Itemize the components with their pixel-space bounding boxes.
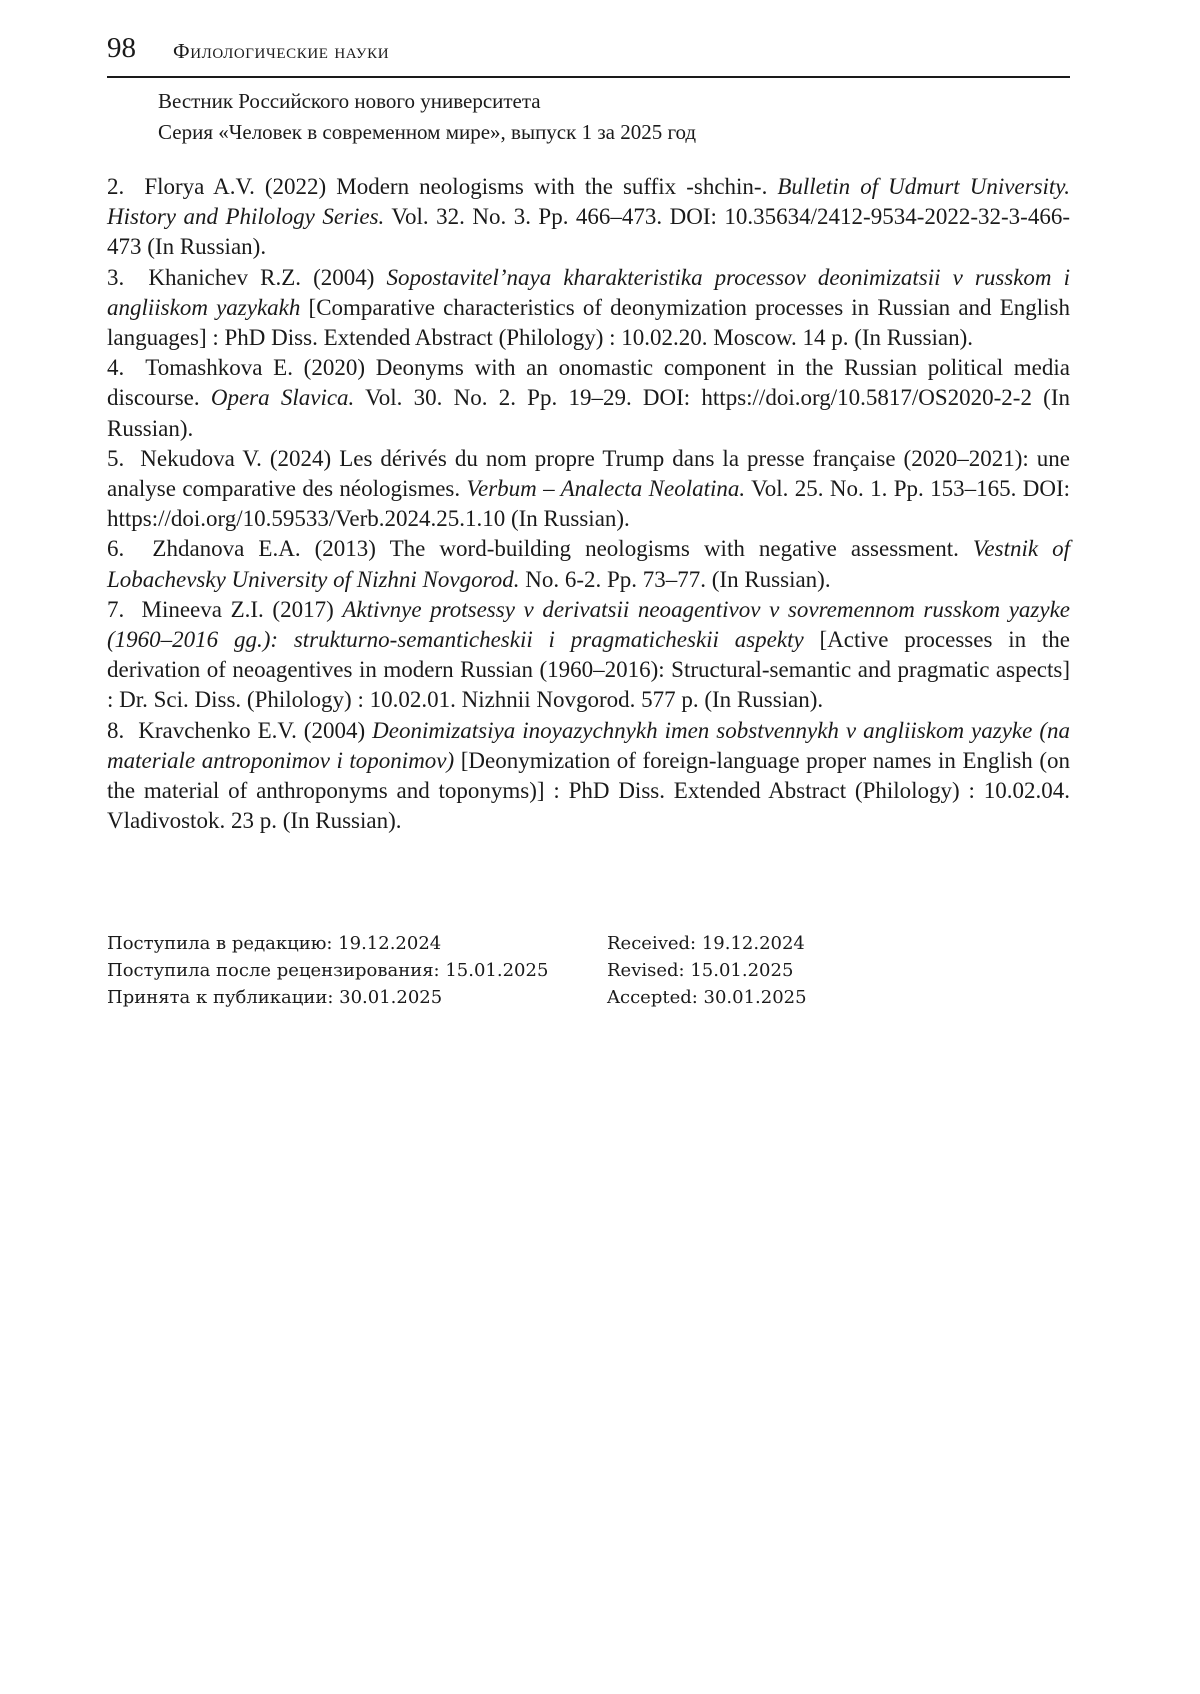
reference-list [107,172,1070,836]
reference-item: 6. Zhdanova E.A. (2013) The word-building neologisms with negative assessment. Vestnik of Lobachevsky University of Nizhni Novgorod. No. 6-2. Pp. 73–77. (In Russian). [107,536,1071,592]
reference-number: 6. [107,536,125,562]
page-number: 98 [107,32,136,64]
reference-number: 4. [107,355,125,381]
reference-item: 8. Kravchenko E.V. (2004) Deonimizatsiya inoyazychnykh imen sobstvennykh v angliiskom yazyke (na materiale antroponimov i toponimov) [Deonymization of foreign-language proper names in English (on the material of anthroponyms and toponyms)] : PhD Diss. Extended Abstract (Philology) : 10.02.04. Vladivostok. 23 p. (In Russian). [107,717,1070,834]
reference-number: 8. [107,717,125,743]
reference-item: 4. Tomashkova E. (2020) Deonyms with an onomastic component in the Russian political media discourse. Opera Slavica. Vol. 30. No. 2. Pp. 19–29. DOI: https://doi.org/10.5817/OS2020-2-2 (In Russian). [107,355,1071,441]
reference-item: 3. Khanichev R.Z. (2004) Sopostavitel’naya kharakteristika processov deonimizatsii v russkom i angliiskom yazykakh [Comparative characteristics of deonymization processes in Russian and English languages] : PhD Diss. Extended Abstract (Philology) : 10.02.20. Moscow. 14 p. (In Russian). [107,264,1071,351]
reference-number: 2. [107,174,125,199]
section-title: Филологические науки [173,39,390,63]
reference-number: 7. [107,596,125,622]
date-accepted-ru: Принята к публикации: 30.01.2025 [107,987,443,1008]
submission-dates [107,930,1070,1011]
date-accepted-en: Accepted: 30.01.2025 [607,987,807,1008]
date-received-en: Received: 19.12.2024 [607,933,805,954]
reference-item: 2. Florya A.V. (2022) Modern neologisms with the suffix -shchin-. Bulletin of Udmurt University. History and Philology Series. Vol. 32. No. 3. Pp. 466–473. DOI: 10.35634/2412-9534-2022-32-3-466-473 (In Russian). [107,174,1070,260]
date-row-revised [107,957,1070,984]
date-row-received [107,930,1070,957]
date-received-ru: Поступила в редакцию: 19.12.2024 [107,933,442,954]
reference-number: 3. [107,264,125,290]
journal-title: Вестник Российского нового университета [158,89,541,113]
date-revised-en: Revised: 15.01.2025 [607,960,794,981]
date-revised-ru: Поступила после рецензирования: 15.01.2025 [107,960,549,981]
running-header [107,30,1070,78]
journal-info [158,86,696,148]
date-row-accepted [107,984,1070,1011]
reference-item: 5. Nekudova V. (2024) Les dérivés du nom propre Trump dans la presse française (2020–2021): une analyse comparative des néologismes. Verbum – Analecta Neolatina. Vol. 25. No. 1. Pp. 153–165. DOI: https://doi.org/10.59533/Verb.2024.25.1.10 (In Russian). [107,445,1070,532]
reference-number: 5. [107,445,125,471]
reference-item: 7. Mineeva Z.I. (2017) Aktivnye protsessy v derivatsii neoagentivov v sovremennom russkom yazyke (1960–2016 gg.): strukturno-semanticheskii i pragmaticheskii aspekty [Active processes in the derivation of neoagentives in modern Russian (1960–2016): Structural-semantic and pragmatic aspects] : Dr. Sci. Diss. (Philology) : 10.02.01. Nizhnii Novgorod. 577 p. (In Russian). [107,596,1071,713]
journal-series: Серия «Человек в современном мире», выпуск 1 за 2025 год [158,120,697,144]
